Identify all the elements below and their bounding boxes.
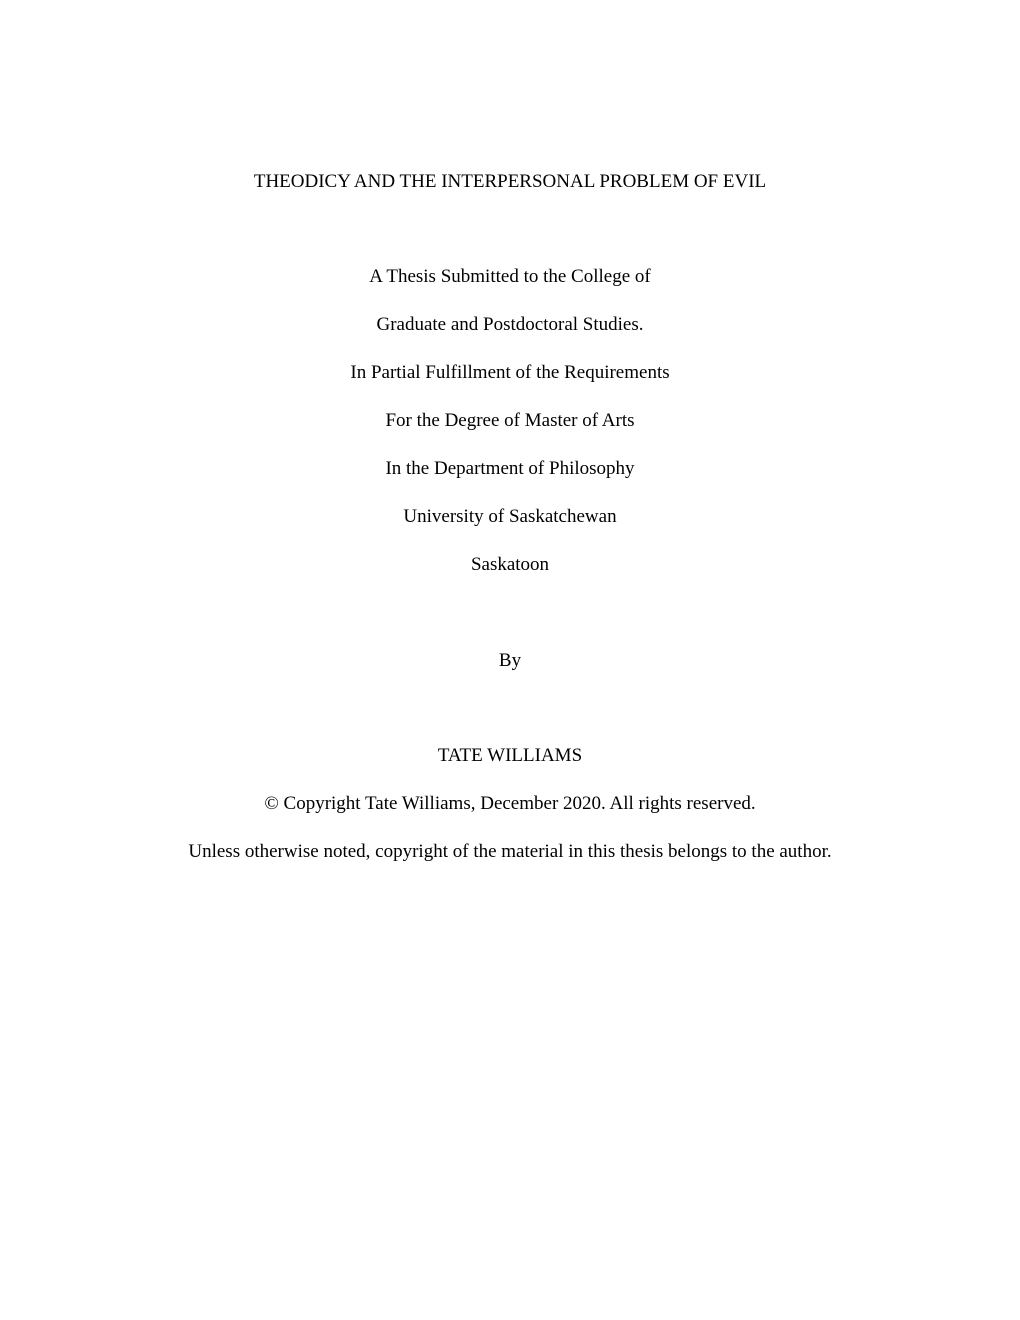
copyright-statement: © Copyright Tate Williams, December 2020. All rights reserved. xyxy=(264,793,756,814)
submission-line-university: University of Saskatchewan xyxy=(403,506,617,527)
submission-line-city: Saskatoon xyxy=(470,554,550,575)
author-name: TATE WILLIAMS xyxy=(437,745,583,766)
submission-line-degree: For the Degree of Master of Arts xyxy=(385,410,635,431)
by-label: By xyxy=(498,650,522,671)
submission-line-graduate-studies: Graduate and Postdoctoral Studies. xyxy=(376,314,644,335)
thesis-title: THEODICY AND THE INTERPERSONAL PROBLEM OF EVIL xyxy=(253,171,767,192)
copyright-note: Unless otherwise noted, copyright of the material in this thesis belongs to the author. xyxy=(188,841,832,862)
submission-line-department: In the Department of Philosophy xyxy=(385,458,635,479)
submission-line-college: A Thesis Submitted to the College of xyxy=(369,266,651,287)
submission-line-requirements: In Partial Fulfillment of the Requirements xyxy=(350,362,670,383)
